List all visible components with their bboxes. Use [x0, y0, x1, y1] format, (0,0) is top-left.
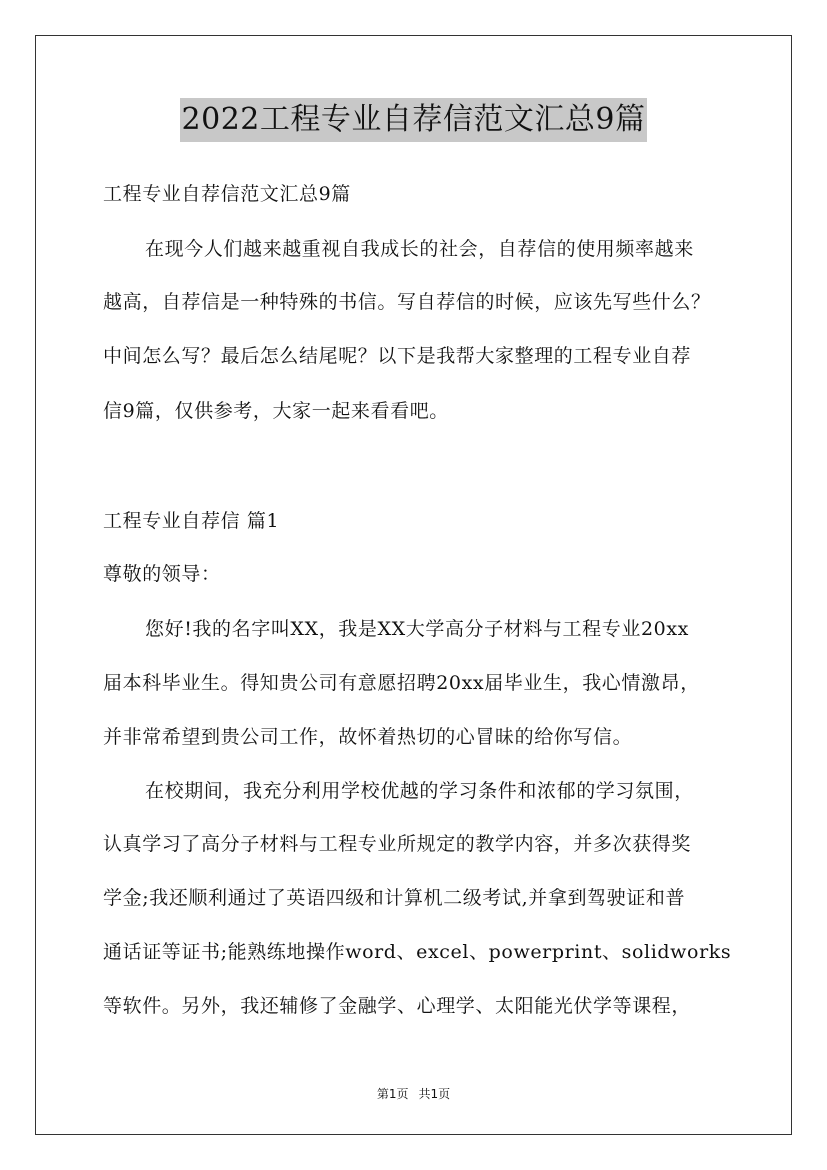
paragraph-line: 在校期间，我充分利用学校优越的学习条件和浓郁的学习氛围，: [145, 780, 694, 802]
paragraph-line: 在现今人们越来越重视自我成长的社会，自荐信的使用频率越来: [145, 238, 694, 260]
section-heading: 工程专业自荐信 篇1: [103, 510, 280, 532]
page-total: 共1页: [418, 1087, 451, 1101]
paragraph-line: 并非常希望到贵公司工作，故怀着热切的心冒昧的给你写信。: [103, 726, 633, 748]
paragraph-line: 学金;我还顺利通过了英语四级和计算机二级考试,并拿到驾驶证和普: [103, 887, 686, 909]
salutation: 尊敬的领导：: [103, 563, 221, 585]
page-number: 第1页: [376, 1087, 409, 1101]
paragraph-line: 越高，自荐信是一种特殊的书信。写自荐信的时候，应该先写些什么？: [103, 291, 711, 313]
paragraph-line: 等软件。另外，我还辅修了金融学、心理学、太阳能光伏学等课程，: [103, 995, 692, 1017]
page-footer: [0, 1086, 827, 1102]
paragraph-line: 届本科毕业生。得知贵公司有意愿招聘20xx届毕业生，我心情激昂，: [103, 672, 700, 694]
paragraph-line: 通话证等证书;能熟练地操作word、excel、powerprint、solidworks: [103, 941, 732, 963]
subtitle-line: 工程专业自荐信范文汇总9篇: [103, 183, 351, 205]
title-container: [0, 98, 827, 142]
paragraph-line: 信9篇，仅供参考，大家一起来看看吧。: [103, 400, 449, 422]
paragraph-line: 认真学习了高分子材料与工程专业所规定的教学内容，并多次获得奖: [103, 833, 692, 855]
paragraph-line: 中间怎么写？最后怎么结尾呢？以下是我帮大家整理的工程专业自荐: [103, 345, 692, 367]
document-title: 2022工程专业自荐信范文汇总9篇: [180, 98, 648, 142]
paragraph-line: 您好!我的名字叫XX，我是XX大学高分子材料与工程专业20xx: [145, 618, 689, 640]
